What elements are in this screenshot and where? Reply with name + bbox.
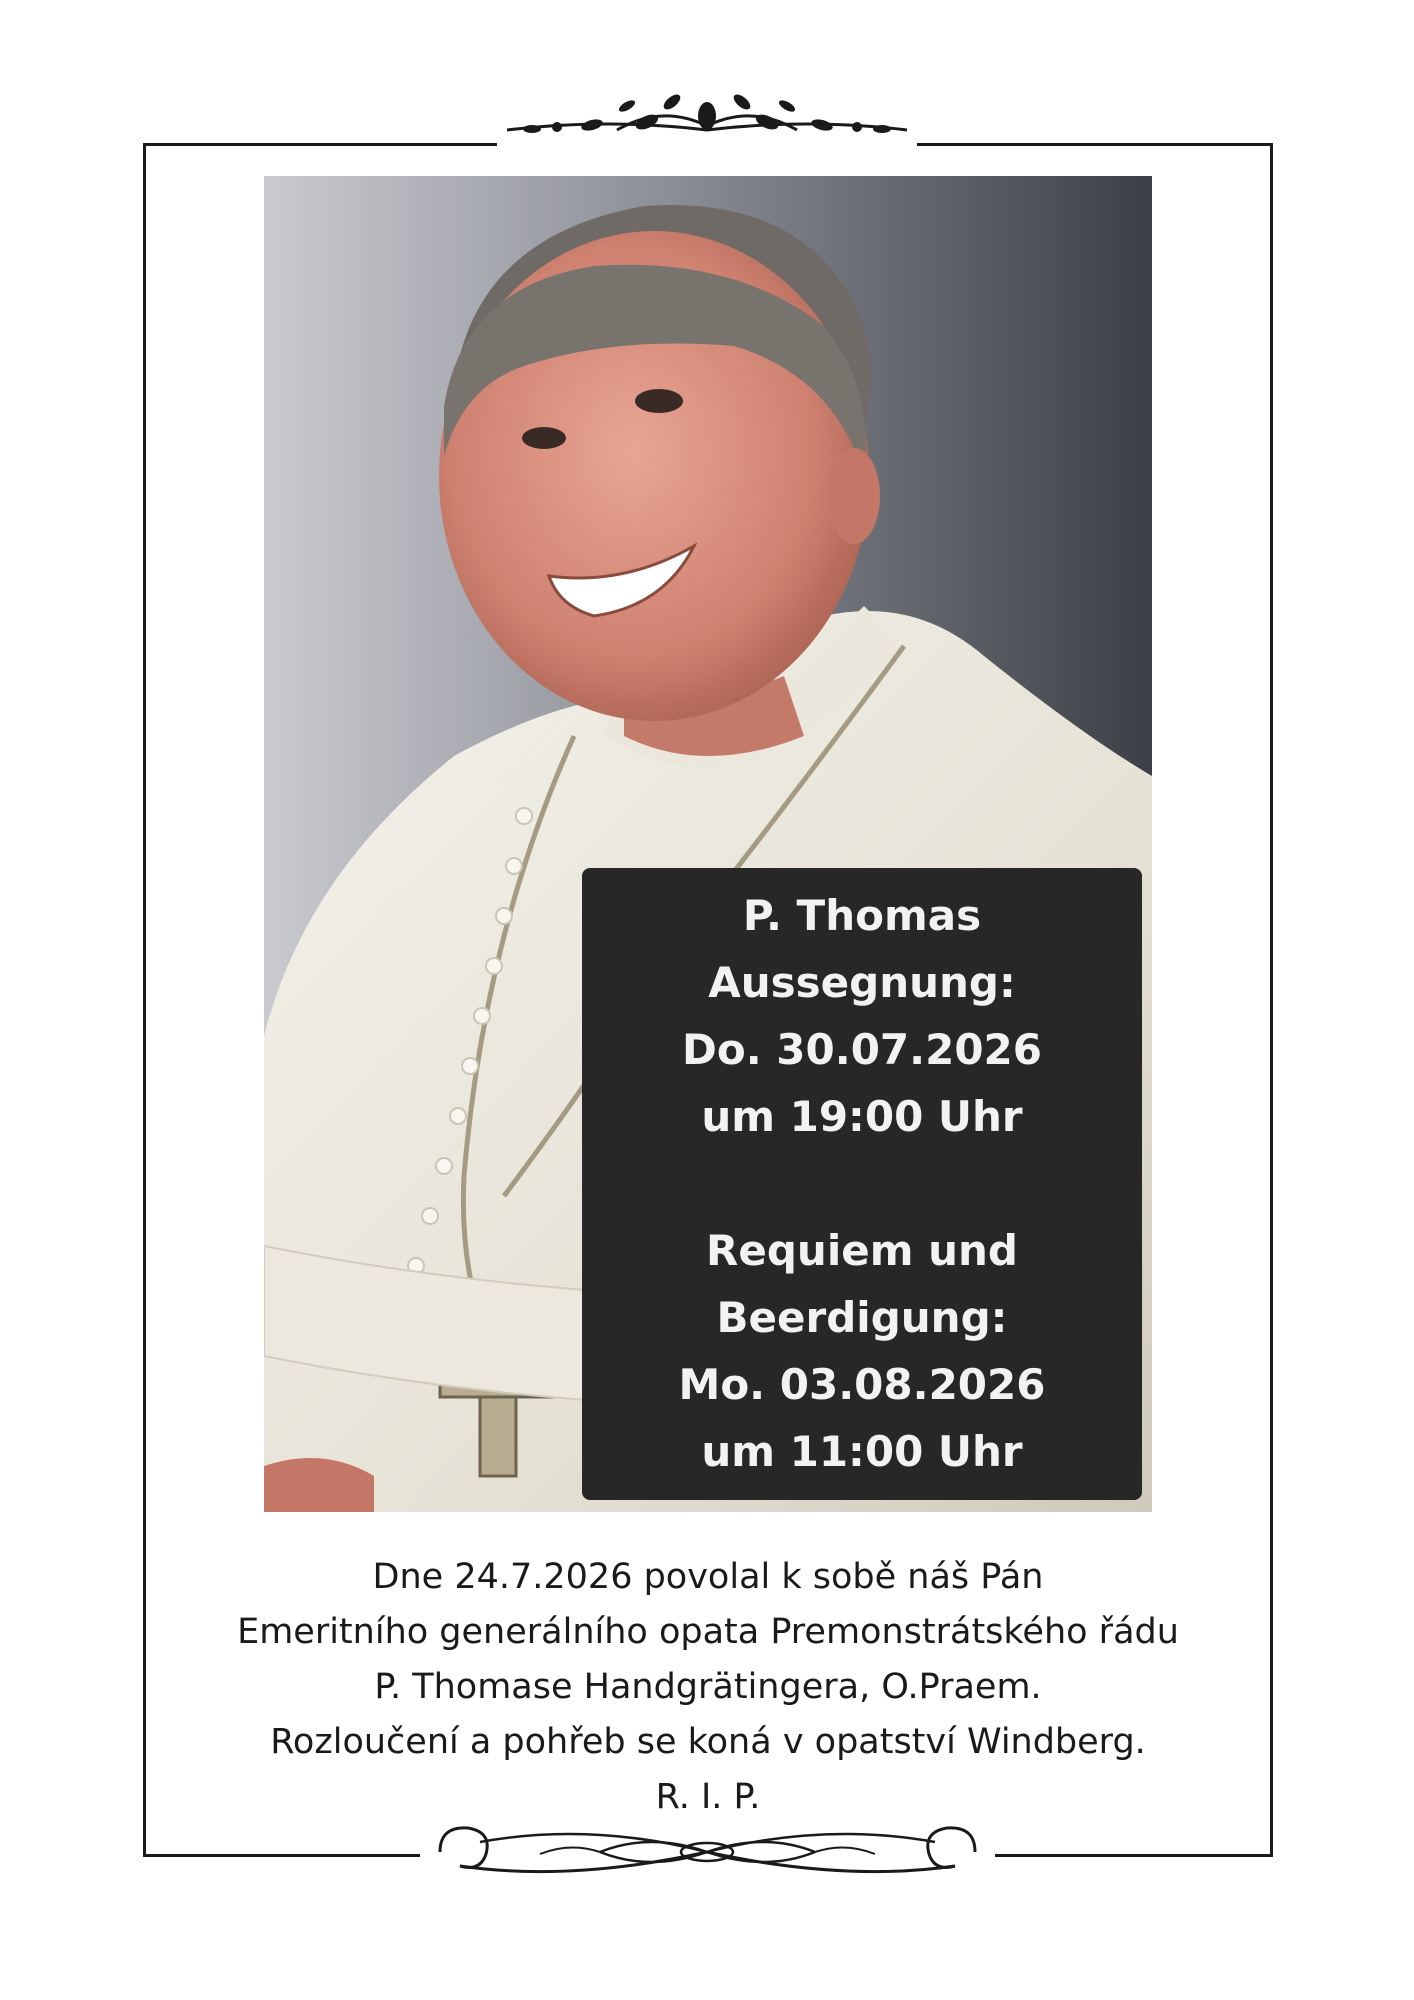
blessing-date: Do. 30.07.2026 (682, 1025, 1042, 1074)
requiem-title-line2: Beerdigung: (716, 1293, 1008, 1342)
requiem-title-line1: Requiem und (706, 1226, 1018, 1275)
deceased-name: P. Thomas (742, 891, 982, 940)
caption-line-1: Dne 24.7.2026 povolal k sobě náš Pán (372, 1557, 1044, 1597)
caption-line-3: P. Thomase Handgrätingera, O.Praem. (374, 1667, 1042, 1707)
memorial-caption (143, 1550, 1273, 1825)
floral-ornament-top (497, 84, 917, 150)
requiem-date: Mo. 03.08.2026 (678, 1360, 1046, 1409)
flourish-ornament-bottom (420, 1812, 995, 1894)
caption-line-2: Emeritního generálního opata Premonstrátského řádu (237, 1612, 1179, 1652)
caption-line-5: R. I. P. (655, 1777, 761, 1817)
blessing-time: um 19:00 Uhr (701, 1092, 1023, 1141)
requiem-time: um 11:00 Uhr (701, 1427, 1023, 1476)
spacer (582, 1150, 1142, 1217)
blessing-title: Aussegnung: (708, 958, 1016, 1007)
service-info-box (582, 868, 1142, 1500)
caption-line-4: Rozloučení a pohřeb se koná v opatství Windberg. (270, 1722, 1146, 1762)
